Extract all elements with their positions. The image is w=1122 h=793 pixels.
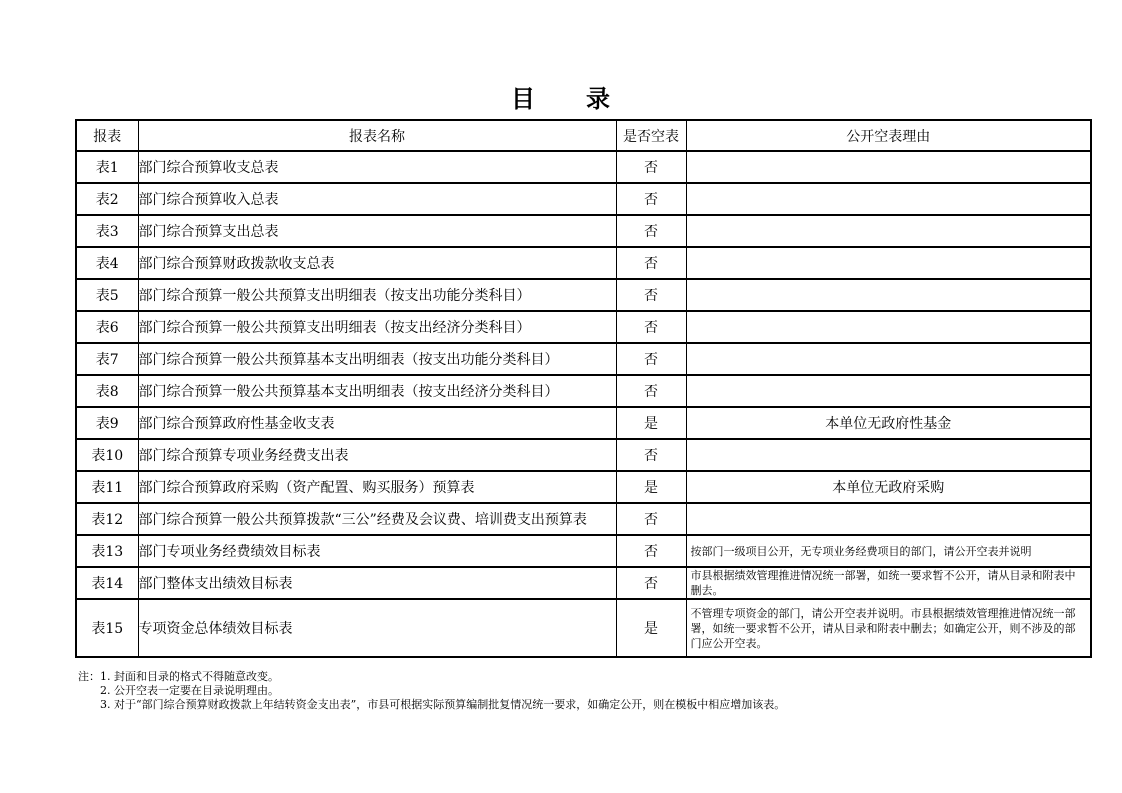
cell-is-empty: 否 (616, 311, 686, 343)
table-row (76, 407, 1091, 439)
cell-empty-reason: 不管理专项资金的部门，请公开空表并说明。市县根据绩效管理推进情况统一部署，如统一要求暂不公开，请从目录和附表中删去；如确定公开，则不涉及的部门应公开空表。 (686, 599, 1091, 657)
cell-empty-reason (686, 503, 1091, 535)
cell-is-empty: 否 (616, 151, 686, 183)
cell-report-name: 部门综合预算收入总表 (138, 183, 616, 215)
cell-empty-reason (686, 375, 1091, 407)
table-row (76, 215, 1091, 247)
cell-report-id: 表8 (76, 375, 138, 407)
cell-report-name: 专项资金总体绩效目标表 (138, 599, 616, 657)
cell-is-empty: 否 (616, 503, 686, 535)
note-item-1: 1. 封面和目录的格式不得随意改变。 (100, 670, 279, 683)
toc-table (75, 119, 1092, 658)
cell-report-id: 表7 (76, 343, 138, 375)
cell-is-empty: 是 (616, 471, 686, 503)
cell-report-name: 部门综合预算财政拨款收支总表 (138, 247, 616, 279)
page-title: 目 录 (511, 84, 611, 113)
cell-report-id: 表5 (76, 279, 138, 311)
cell-report-name: 部门综合预算支出总表 (138, 215, 616, 247)
table-row (76, 535, 1091, 567)
cell-empty-reason (686, 343, 1091, 375)
col-header-is-empty: 是否空表 (616, 120, 686, 151)
cell-report-name: 部门综合预算一般公共预算基本支出明细表（按支出功能分类科目） (138, 343, 616, 375)
cell-is-empty: 否 (616, 215, 686, 247)
cell-report-id: 表13 (76, 535, 138, 567)
cell-is-empty: 否 (616, 183, 686, 215)
cell-is-empty: 否 (616, 567, 686, 599)
cell-is-empty: 否 (616, 279, 686, 311)
col-header-report: 报表 (76, 120, 138, 151)
cell-report-name: 部门整体支出绩效目标表 (138, 567, 616, 599)
col-header-report-name: 报表名称 (138, 120, 616, 151)
table-row (76, 279, 1091, 311)
note-item-3: 3. 对于“部门综合预算财政拨款上年结转资金支出表”，市县可根据实际预算编制批复情况统一要求，如确定公开，则在模板中相应增加该表。 (100, 698, 786, 711)
cell-empty-reason: 本单位无政府采购 (686, 471, 1091, 503)
cell-is-empty: 否 (616, 343, 686, 375)
cell-is-empty: 是 (616, 407, 686, 439)
table-row (76, 503, 1091, 535)
cell-report-id: 表3 (76, 215, 138, 247)
table-row (76, 343, 1091, 375)
table-row (76, 375, 1091, 407)
note-line-3 (78, 698, 785, 712)
cell-report-name: 部门综合预算收支总表 (138, 151, 616, 183)
cell-report-id: 表12 (76, 503, 138, 535)
cell-empty-reason (686, 151, 1091, 183)
cell-is-empty: 否 (616, 247, 686, 279)
cell-report-name: 部门综合预算专项业务经费支出表 (138, 439, 616, 471)
cell-empty-reason: 市县根据绩效管理推进情况统一部署，如统一要求暂不公开，请从目录和附表中删去。 (686, 567, 1091, 599)
cell-report-name: 部门综合预算一般公共预算拨款“三公”经费及会议费、培训费支出预算表 (138, 503, 616, 535)
note-item-2: 2. 公开空表一定要在目录说明理由。 (100, 684, 279, 697)
cell-report-id: 表11 (76, 471, 138, 503)
table-row (76, 439, 1091, 471)
cell-report-id: 表9 (76, 407, 138, 439)
cell-report-id: 表10 (76, 439, 138, 471)
table-row (76, 247, 1091, 279)
notes (78, 670, 785, 712)
cell-report-id: 表14 (76, 567, 138, 599)
note-line-1 (78, 670, 785, 684)
cell-report-id: 表4 (76, 247, 138, 279)
cell-report-id: 表6 (76, 311, 138, 343)
note-line-2 (78, 684, 785, 698)
table-row (76, 599, 1091, 657)
table-row (76, 183, 1091, 215)
cell-empty-reason (686, 279, 1091, 311)
cell-report-name: 部门综合预算一般公共预算基本支出明细表（按支出经济分类科目） (138, 375, 616, 407)
table-row (76, 567, 1091, 599)
cell-is-empty: 否 (616, 439, 686, 471)
cell-is-empty: 否 (616, 535, 686, 567)
cell-empty-reason (686, 215, 1091, 247)
cell-empty-reason (686, 247, 1091, 279)
cell-empty-reason (686, 439, 1091, 471)
cell-report-id: 表1 (76, 151, 138, 183)
table-row (76, 471, 1091, 503)
cell-report-name: 部门综合预算一般公共预算支出明细表（按支出经济分类科目） (138, 311, 616, 343)
cell-report-id: 表2 (76, 183, 138, 215)
col-header-empty-reason: 公开空表理由 (686, 120, 1091, 151)
table-row (76, 311, 1091, 343)
cell-report-name: 部门综合预算政府性基金收支表 (138, 407, 616, 439)
cell-report-name: 部门综合预算政府采购（资产配置、购买服务）预算表 (138, 471, 616, 503)
cell-report-id: 表15 (76, 599, 138, 657)
table-header-row (76, 120, 1091, 151)
cell-empty-reason: 本单位无政府性基金 (686, 407, 1091, 439)
cell-report-name: 部门专项业务经费绩效目标表 (138, 535, 616, 567)
cell-is-empty: 否 (616, 375, 686, 407)
cell-empty-reason (686, 183, 1091, 215)
notes-label: 注： (78, 670, 100, 683)
table-row (76, 151, 1091, 183)
cell-report-name: 部门综合预算一般公共预算支出明细表（按支出功能分类科目） (138, 279, 616, 311)
cell-empty-reason (686, 311, 1091, 343)
cell-is-empty: 是 (616, 599, 686, 657)
cell-empty-reason: 按部门一级项目公开，无专项业务经费项目的部门，请公开空表并说明 (686, 535, 1091, 567)
